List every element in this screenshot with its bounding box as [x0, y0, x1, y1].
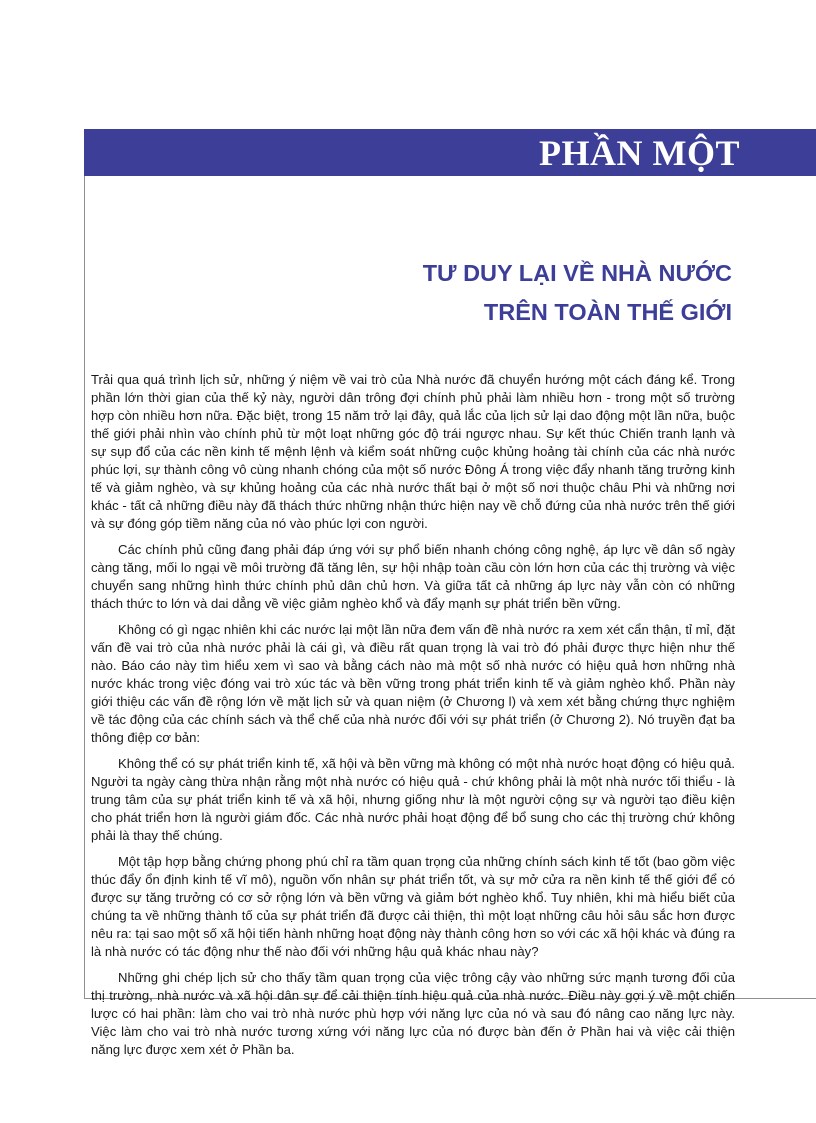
chapter-heading-line-2: TRÊN TOÀN THẾ GIỚI [483, 299, 732, 325]
paragraph-4: Không thể có sự phát triển kinh tế, xã hội và bền vững mà không có một nhà nước hoạt động có hiệu quả. Người ta ngày càng thừa nhận rằng một nhà nước có hiệu quả - chứ không phải là một nhà nước tối thiểu - là trung tâm của sự phát triển kinh tế và xã hội, nhưng giống như là một người cộng sự và người tạo điều kiện cho phát triển hơn là người giám đốc. Các nhà nước phải hoạt động để bổ sung cho các thị trường chứ không phải là thay thế chúng. [91, 756, 735, 843]
paragraph-3: Không có gì ngạc nhiên khi các nước lại một lần nữa đem vấn đề nhà nước ra xem xét cẩn thận, tỉ mỉ, đặt vấn đề vai trò của nhà nước phải là cái gì, và điều rất quan trọng là vai trò đó phải được thực hiện như thế nào. Báo cáo này tìm hiểu xem vì sao và bằng cách nào mà một số nhà nước có hiệu quả hơn những nhà nước khác trong việc đóng vai trò xúc tác và bền vững trong phát triển kinh tế và giảm nghèo khổ. Phần này giới thiệu các vấn đề rộng lớn về mặt lịch sử và quan niệm (ở Chương l) và xem xét bằng chứng thực nghiệm về tác động của các chính sách và thể chế của nhà nước đối với sự phát triển (ở Chương 2). Nó truyền đạt ba thông điệp cơ bản: [91, 622, 735, 745]
body-text [91, 371, 735, 1067]
paragraph-1: Trải qua quá trình lịch sử, những ý niệm về vai trò của Nhà nước đã chuyển hướng một cách đáng kể. Trong phần lớn thời gian của thế kỷ này, người dân trông đợi chính phủ phải làm nhiều hơn - trong một số trường hợp còn nhiều hơn nữa. Đặc biệt, trong 15 năm trở lại đây, quả lắc của lịch sử lại dao động một lần nữa, buộc thế giới phải nhìn vào chính phủ từ một loạt những góc độ trái ngược nhau. Sự kết thúc Chiến tranh lạnh và sự sụp đổ của các nền kinh tế mệnh lệnh và kiểm soát những cuộc khủng hoảng tài chính của các nhà nước phúc lợi, sự thành công vô cùng nhanh chóng của một số nước Đông Á trong việc đẩy nhanh tăng trưởng kinh tế và giảm nghèo, và sự khủng hoảng của các nhà nước thất bại ở một số nơi thuộc châu Phi và những nơi khác - tất cả những điều này đã thách thức những nhận thức hiện nay về chỗ đứng của nhà nước trên thế giới và sự đóng góp tiềm năng của nó vào phúc lợi con người. [91, 372, 735, 531]
part-banner [84, 129, 816, 176]
chapter-heading-line-1: TƯ DUY LẠI VỀ NHÀ NƯỚC [422, 260, 732, 286]
chapter-heading [423, 254, 732, 332]
paragraph-5: Một tập hợp bằng chứng phong phú chỉ ra tầm quan trọng của những chính sách kinh tế tốt (bao gồm việc thúc đẩy ổn định kinh tế vĩ mô), nguồn vốn nhân sự phát triển tốt, và sự mở cửa ra nền kinh tế thế giới để có được sự tăng trưởng có cơ sở rộng lớn và bền vững và giảm bớt nghèo khổ. Tuy nhiên, khi mà hiểu biết của chúng ta về những thành tố của sự phát triển đã được cải thiện, thì một loạt những câu hỏi sâu sắc hơn được nêu ra: tại sao một số xã hội tiến hành những hoạt động này thành công hơn so với các xã hội khác và đúng ra là nhà nước có tác động như thế nào đối với những hậu quả khác nhau này? [91, 854, 735, 959]
paragraph-2: Các chính phủ cũng đang phải đáp ứng với sự phổ biến nhanh chóng công nghệ, áp lực về dân số ngày càng tăng, mối lo ngại về môi trường đã tăng lên, sự hội nhập toàn cầu còn lớn hơn của các thị trường và việc chuyển sang những hình thức chính phủ dân chủ hơn. Và giữa tất cả những áp lực này vẫn còn có những thách thức to lớn và dai dẳng về việc giảm nghèo khổ và đẩy mạnh sự phát triển bền vững. [91, 542, 735, 611]
part-title: PHẦN MỘT [539, 133, 740, 173]
paragraph-6: Những ghi chép lịch sử cho thấy tầm quan trọng của việc trông cậy vào những sức mạnh tương đối của thị trường, nhà nước và xã hội dân sự để cải thiện tính hiệu quả của nhà nước. Điều này gợi ý về một chiến lược có hai phần: làm cho vai trò nhà nước phù hợp với năng lực của nó và sau đó nâng cao năng lực này. Việc làm cho vai trò nhà nước tương xứng với năng lực của nó được bàn đến ở Phần hai và việc cải thiện năng lực được xem xét ở Phần ba. [91, 970, 735, 1057]
